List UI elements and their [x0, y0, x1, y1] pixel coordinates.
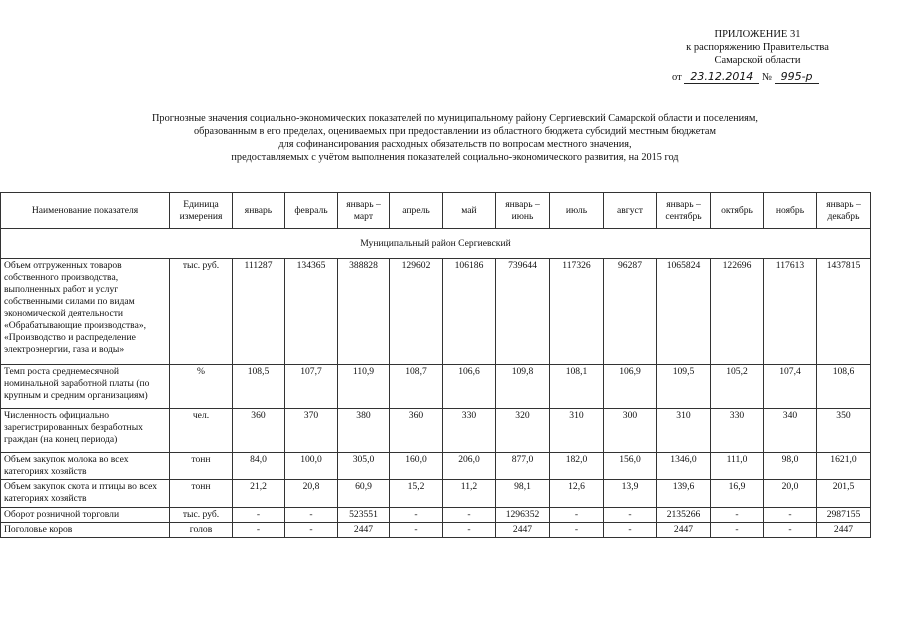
unit-cell: тонн	[170, 453, 233, 480]
value-cell: -	[550, 523, 604, 538]
indicator-name: Поголовье коров	[1, 523, 170, 538]
value-cell: 60,9	[338, 480, 390, 508]
table-row	[1, 365, 871, 409]
title-line: Прогнозные значения социально-экономических показателей по муниципальному району Сергиевский Самарской области и поселениям,	[152, 113, 758, 124]
unit-cell: тыс. руб.	[170, 259, 233, 365]
table-row	[1, 259, 871, 365]
value-cell: 117613	[764, 259, 817, 365]
value-cell: 370	[285, 409, 338, 453]
table-header-row	[1, 193, 871, 229]
value-cell: -	[550, 508, 604, 523]
column-header: февраль	[285, 193, 338, 229]
value-cell: 108,6	[817, 365, 871, 409]
appendix-line3: Самарской области	[714, 55, 801, 66]
value-cell: 98,1	[496, 480, 550, 508]
value-cell: 2447	[817, 523, 871, 538]
value-cell: -	[390, 508, 443, 523]
value-cell: 107,7	[285, 365, 338, 409]
value-cell: 201,5	[817, 480, 871, 508]
value-cell: 16,9	[711, 480, 764, 508]
column-header: ноябрь	[764, 193, 817, 229]
value-cell: 160,0	[390, 453, 443, 480]
indicator-name: Объем закупок скота и птицы во всех категориях хозяйств	[1, 480, 170, 508]
value-cell: 106,6	[443, 365, 496, 409]
value-cell: -	[443, 523, 496, 538]
value-cell: 20,8	[285, 480, 338, 508]
value-cell: 739644	[496, 259, 550, 365]
date-value: 23.12.2014	[684, 70, 759, 84]
column-header: август	[604, 193, 657, 229]
value-cell: 360	[233, 409, 285, 453]
column-header: январь	[233, 193, 285, 229]
value-cell: 139,6	[657, 480, 711, 508]
value-cell: 1065824	[657, 259, 711, 365]
value-cell: 106186	[443, 259, 496, 365]
value-cell: 310	[550, 409, 604, 453]
column-header: январь – июнь	[496, 193, 550, 229]
number-value: 995-р	[775, 70, 819, 84]
number-prefix: №	[761, 72, 772, 83]
unit-cell: тыс. руб.	[170, 508, 233, 523]
column-header: январь – сентябрь	[657, 193, 711, 229]
value-cell: 206,0	[443, 453, 496, 480]
appendix-header	[640, 28, 875, 67]
appendix-date-line	[672, 70, 819, 84]
value-cell: -	[390, 523, 443, 538]
value-cell: 108,1	[550, 365, 604, 409]
value-cell: 2447	[496, 523, 550, 538]
indicator-name: Оборот розничной торговли	[1, 508, 170, 523]
unit-cell: голов	[170, 523, 233, 538]
value-cell: 11,2	[443, 480, 496, 508]
value-cell: 84,0	[233, 453, 285, 480]
value-cell: 388828	[338, 259, 390, 365]
value-cell: 108,5	[233, 365, 285, 409]
value-cell: -	[443, 508, 496, 523]
value-cell: 523551	[338, 508, 390, 523]
value-cell: 21,2	[233, 480, 285, 508]
value-cell: -	[764, 523, 817, 538]
value-cell: 877,0	[496, 453, 550, 480]
table-row	[1, 453, 871, 480]
value-cell: 320	[496, 409, 550, 453]
value-cell: 360	[390, 409, 443, 453]
column-header: январь – март	[338, 193, 390, 229]
value-cell: 106,9	[604, 365, 657, 409]
value-cell: 330	[443, 409, 496, 453]
value-cell: 330	[711, 409, 764, 453]
value-cell: 156,0	[604, 453, 657, 480]
date-prefix: от	[672, 72, 682, 83]
value-cell: 13,9	[604, 480, 657, 508]
column-header: апрель	[390, 193, 443, 229]
unit-cell: чел.	[170, 409, 233, 453]
value-cell: 305,0	[338, 453, 390, 480]
value-cell: 380	[338, 409, 390, 453]
indicators-table	[0, 192, 871, 538]
indicator-name: Объем отгруженных товаров собственного производства, выполненных работ и услуг собственными силами по видам экономической деятельности «Обрабатывающие производства», «Производство и распределение электроэнергии, газа и воды»	[1, 259, 170, 365]
value-cell: 117326	[550, 259, 604, 365]
appendix-line2: к распоряжению Правительства	[686, 42, 829, 53]
unit-cell: %	[170, 365, 233, 409]
section-row	[1, 229, 871, 259]
value-cell: 2447	[657, 523, 711, 538]
value-cell: 15,2	[390, 480, 443, 508]
value-cell: 111287	[233, 259, 285, 365]
value-cell: 1296352	[496, 508, 550, 523]
value-cell: -	[285, 508, 338, 523]
title-line: образованным в его пределах, оцениваемых при предоставлении из областного бюджета субсидий местным бюджетам	[193, 126, 717, 137]
value-cell: 96287	[604, 259, 657, 365]
value-cell: 2987155	[817, 508, 871, 523]
column-header: январь – декабрь	[817, 193, 871, 229]
column-header: июль	[550, 193, 604, 229]
section-title: Муниципальный район Сергиевский	[1, 229, 871, 259]
value-cell: -	[285, 523, 338, 538]
value-cell: 134365	[285, 259, 338, 365]
value-cell: 129602	[390, 259, 443, 365]
value-cell: 108,7	[390, 365, 443, 409]
value-cell: 98,0	[764, 453, 817, 480]
value-cell: -	[233, 523, 285, 538]
indicator-name: Темп роста среднемесячной номинальной заработной платы (по крупным и средним организациям)	[1, 365, 170, 409]
value-cell: 12,6	[550, 480, 604, 508]
indicator-name: Численность официально зарегистрированных безработных граждан (на конец периода)	[1, 409, 170, 453]
column-header: октябрь	[711, 193, 764, 229]
value-cell: 109,5	[657, 365, 711, 409]
column-header: Единица измерения	[170, 193, 233, 229]
value-cell: 107,4	[764, 365, 817, 409]
table-row	[1, 508, 871, 523]
value-cell: 340	[764, 409, 817, 453]
value-cell: 1437815	[817, 259, 871, 365]
value-cell: 2135266	[657, 508, 711, 523]
value-cell: -	[711, 508, 764, 523]
column-header: май	[443, 193, 496, 229]
table-row	[1, 409, 871, 453]
value-cell: 20,0	[764, 480, 817, 508]
value-cell: 350	[817, 409, 871, 453]
value-cell: 109,8	[496, 365, 550, 409]
value-cell: 300	[604, 409, 657, 453]
appendix-number: ПРИЛОЖЕНИЕ 31	[714, 29, 801, 40]
value-cell: 111,0	[711, 453, 764, 480]
indicator-name: Объем закупок молока во всех категориях хозяйств	[1, 453, 170, 480]
column-header: Наименование показателя	[1, 193, 170, 229]
value-cell: 2447	[338, 523, 390, 538]
value-cell: -	[233, 508, 285, 523]
value-cell: 310	[657, 409, 711, 453]
value-cell: 1621,0	[817, 453, 871, 480]
table-row	[1, 480, 871, 508]
value-cell: 110,9	[338, 365, 390, 409]
table-row	[1, 523, 871, 538]
value-cell: 100,0	[285, 453, 338, 480]
value-cell: -	[764, 508, 817, 523]
title-line: предоставляемых с учётом выполнения показателей социально-экономического развития, на 2015 год	[231, 152, 679, 163]
value-cell: 1346,0	[657, 453, 711, 480]
value-cell: -	[604, 523, 657, 538]
value-cell: -	[711, 523, 764, 538]
document-title	[60, 112, 850, 164]
value-cell: 122696	[711, 259, 764, 365]
value-cell: -	[604, 508, 657, 523]
value-cell: 105,2	[711, 365, 764, 409]
unit-cell: тонн	[170, 480, 233, 508]
value-cell: 182,0	[550, 453, 604, 480]
title-line: для софинансирования расходных обязательств по вопросам местного значения,	[278, 139, 632, 150]
